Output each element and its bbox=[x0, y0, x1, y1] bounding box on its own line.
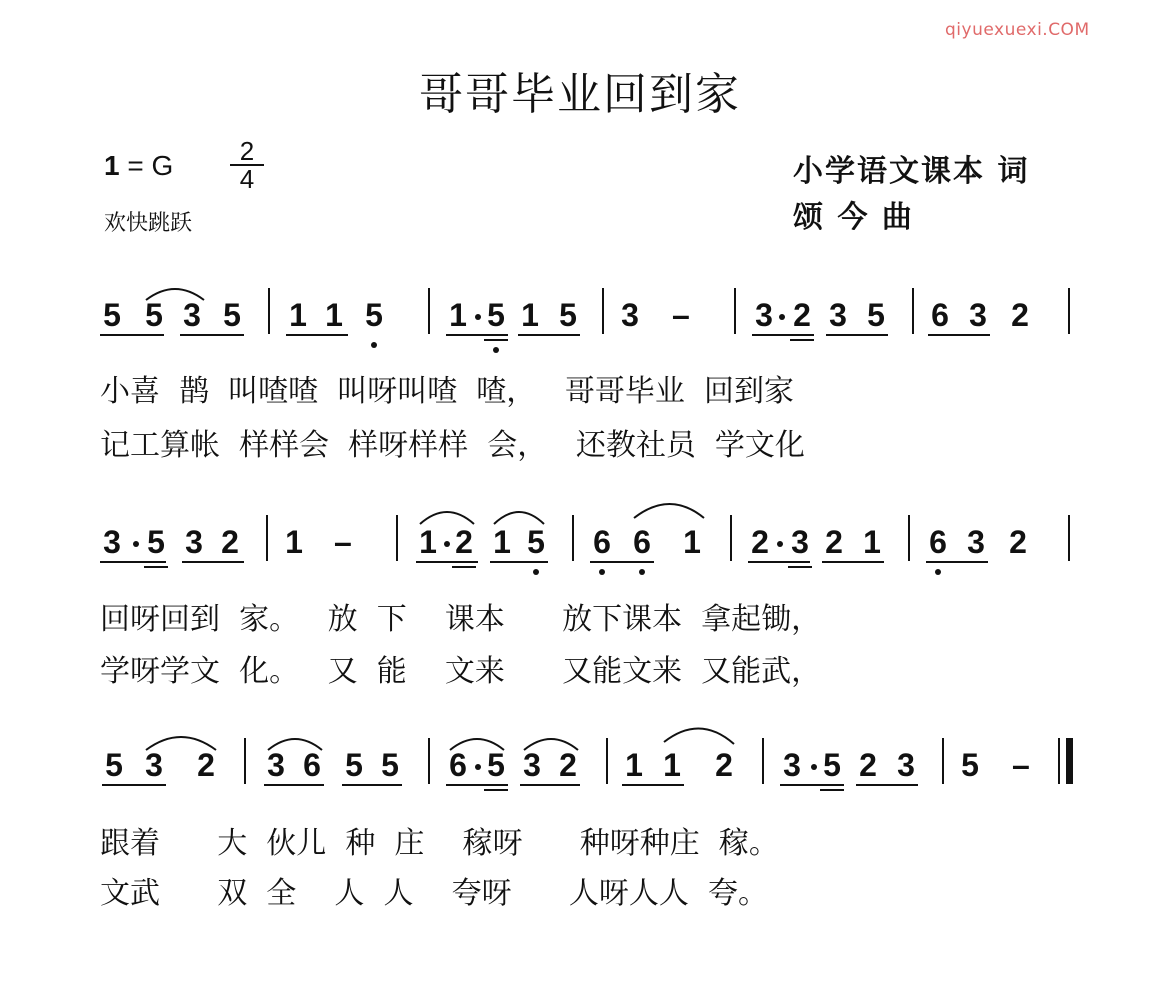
extension-dash: – bbox=[672, 297, 690, 333]
note: 1 bbox=[663, 747, 681, 783]
note: 1 bbox=[289, 297, 307, 333]
barline bbox=[572, 515, 574, 561]
note: 2 bbox=[221, 524, 239, 560]
note: 2 bbox=[793, 297, 811, 333]
note: 2 bbox=[859, 747, 877, 783]
slur bbox=[494, 512, 544, 524]
final-barline-thin bbox=[1058, 738, 1060, 784]
note: 5 bbox=[823, 747, 841, 783]
eighth-beam bbox=[180, 334, 244, 336]
note: 3 bbox=[183, 297, 201, 333]
note: 5 bbox=[223, 297, 241, 333]
note: 5 bbox=[487, 747, 505, 783]
lyricist-credit: 小学语文课本 词 bbox=[793, 154, 1030, 189]
key-equals-g: = G bbox=[127, 150, 174, 181]
note: 5 bbox=[147, 524, 165, 560]
lyrics-verse-1: 跟着 大 伙儿 种 庄 稼呀 种呀种庄 稼。 bbox=[100, 826, 779, 861]
lyrics-verse-2: 文武 双 全 人 人 夸呀 人呀人人 夸。 bbox=[100, 876, 768, 911]
eighth-beam bbox=[490, 561, 548, 563]
note: 5 bbox=[381, 747, 399, 783]
note: 3 bbox=[755, 297, 773, 333]
barline bbox=[1068, 288, 1070, 334]
note: 3 bbox=[897, 747, 915, 783]
augmentation-dot bbox=[777, 541, 783, 547]
note: 3 bbox=[103, 524, 121, 560]
note: 1 bbox=[449, 297, 467, 333]
note: 5 bbox=[961, 747, 979, 783]
note: 1 bbox=[285, 524, 303, 560]
sixteenth-beam bbox=[452, 566, 476, 568]
sixteenth-beam bbox=[820, 789, 844, 791]
barline bbox=[428, 288, 430, 334]
slur bbox=[634, 504, 704, 518]
composer-credit: 颂 今 曲 bbox=[793, 200, 914, 235]
augmentation-dot bbox=[475, 764, 481, 770]
low-octave-dot bbox=[935, 569, 941, 575]
eighth-beam bbox=[446, 334, 508, 336]
note: 3 bbox=[145, 747, 163, 783]
augmentation-dot bbox=[779, 314, 785, 320]
barline bbox=[912, 288, 914, 334]
note: 1 bbox=[493, 524, 511, 560]
eighth-beam bbox=[264, 784, 324, 786]
note: 1 bbox=[419, 524, 437, 560]
eighth-beam bbox=[590, 561, 654, 563]
note: 5 bbox=[103, 297, 121, 333]
barline bbox=[730, 515, 732, 561]
sixteenth-beam bbox=[788, 566, 812, 568]
slur bbox=[664, 728, 734, 744]
eighth-beam bbox=[102, 784, 166, 786]
final-barline-thick bbox=[1066, 738, 1073, 784]
key-signature bbox=[104, 150, 173, 182]
eighth-beam bbox=[748, 561, 810, 563]
note: 5 bbox=[527, 524, 545, 560]
note: 1 bbox=[325, 297, 343, 333]
note: 2 bbox=[825, 524, 843, 560]
eighth-beam bbox=[780, 784, 844, 786]
barline bbox=[244, 738, 246, 784]
note: 2 bbox=[455, 524, 473, 560]
note: 5 bbox=[145, 297, 163, 333]
sixteenth-beam bbox=[484, 789, 508, 791]
augmentation-dot bbox=[811, 764, 817, 770]
sixteenth-beam bbox=[790, 339, 814, 341]
barline bbox=[908, 515, 910, 561]
barline bbox=[734, 288, 736, 334]
sixteenth-beam bbox=[484, 339, 508, 341]
key-tonic-number: 1 bbox=[104, 150, 120, 181]
note: 3 bbox=[185, 524, 203, 560]
note: 6 bbox=[593, 524, 611, 560]
note: 3 bbox=[791, 524, 809, 560]
note: 1 bbox=[521, 297, 539, 333]
note: 5 bbox=[487, 297, 505, 333]
barline bbox=[762, 738, 764, 784]
song-title: 哥哥毕业回到家 bbox=[419, 69, 741, 120]
note: 3 bbox=[969, 297, 987, 333]
low-octave-dot bbox=[639, 569, 645, 575]
extension-dash: – bbox=[334, 524, 352, 560]
note: 6 bbox=[449, 747, 467, 783]
barline bbox=[602, 288, 604, 334]
site-watermark: qiyuexuexi.COM bbox=[945, 20, 1090, 40]
note: 5 bbox=[867, 297, 885, 333]
eighth-beam bbox=[622, 784, 684, 786]
eighth-beam bbox=[342, 784, 402, 786]
barline bbox=[428, 738, 430, 784]
eighth-beam bbox=[286, 334, 348, 336]
note: 1 bbox=[683, 524, 701, 560]
slur bbox=[420, 512, 474, 524]
augmentation-dot bbox=[475, 314, 481, 320]
low-octave-dot bbox=[371, 342, 377, 348]
lyrics-verse-2: 学呀学文 化。 又 能 文来 又能文来 又能武， bbox=[100, 654, 822, 689]
note: 2 bbox=[751, 524, 769, 560]
note: 3 bbox=[829, 297, 847, 333]
note: 3 bbox=[783, 747, 801, 783]
eighth-beam bbox=[928, 334, 990, 336]
extension-dash: – bbox=[1012, 747, 1030, 783]
note: 6 bbox=[303, 747, 321, 783]
eighth-beam bbox=[518, 334, 580, 336]
time-signature bbox=[230, 138, 264, 192]
note: 6 bbox=[931, 297, 949, 333]
barline bbox=[396, 515, 398, 561]
note: 6 bbox=[929, 524, 947, 560]
note: 3 bbox=[967, 524, 985, 560]
low-octave-dot bbox=[599, 569, 605, 575]
note: 2 bbox=[1009, 524, 1027, 560]
eighth-beam bbox=[826, 334, 888, 336]
tempo-marking: 欢快跳跃 bbox=[104, 211, 193, 236]
note: 5 bbox=[559, 297, 577, 333]
barline bbox=[606, 738, 608, 784]
note: 2 bbox=[197, 747, 215, 783]
note: 5 bbox=[345, 747, 363, 783]
eighth-beam bbox=[182, 561, 244, 563]
eighth-beam bbox=[520, 784, 580, 786]
eighth-beam bbox=[856, 784, 918, 786]
eighth-beam bbox=[822, 561, 884, 563]
time-signature-bottom: 4 bbox=[239, 164, 255, 194]
augmentation-dot bbox=[133, 541, 139, 547]
note: 1 bbox=[625, 747, 643, 783]
note: 3 bbox=[523, 747, 541, 783]
barline bbox=[266, 515, 268, 561]
sixteenth-beam bbox=[144, 566, 168, 568]
barline bbox=[1068, 515, 1070, 561]
barline bbox=[942, 738, 944, 784]
note: 2 bbox=[1011, 297, 1029, 333]
lyrics-verse-1: 回呀回到 家。 放 下 课本 放下课本 拿起锄， bbox=[100, 602, 822, 637]
eighth-beam bbox=[446, 784, 508, 786]
eighth-beam bbox=[752, 334, 814, 336]
note: 5 bbox=[105, 747, 123, 783]
note: 3 bbox=[267, 747, 285, 783]
note: 5 bbox=[365, 297, 383, 333]
note: 3 bbox=[621, 297, 639, 333]
lyrics-verse-1: 小喜 鹊 叫喳喳 叫呀叫喳 喳， 哥哥毕业 回到家 bbox=[100, 374, 794, 409]
augmentation-dot bbox=[444, 541, 450, 547]
eighth-beam bbox=[100, 561, 166, 563]
low-octave-dot bbox=[533, 569, 539, 575]
note: 6 bbox=[633, 524, 651, 560]
time-signature-top: 2 bbox=[230, 138, 264, 166]
eighth-beam bbox=[100, 334, 164, 336]
note: 2 bbox=[559, 747, 577, 783]
eighth-beam bbox=[926, 561, 988, 563]
note: 1 bbox=[863, 524, 881, 560]
eighth-beam bbox=[416, 561, 478, 563]
lyrics-verse-2: 记工算帐 样样会 样呀样样 会， 还教社员 学文化 bbox=[100, 428, 805, 463]
note: 2 bbox=[715, 747, 733, 783]
low-octave-dot bbox=[493, 347, 499, 353]
barline bbox=[268, 288, 270, 334]
